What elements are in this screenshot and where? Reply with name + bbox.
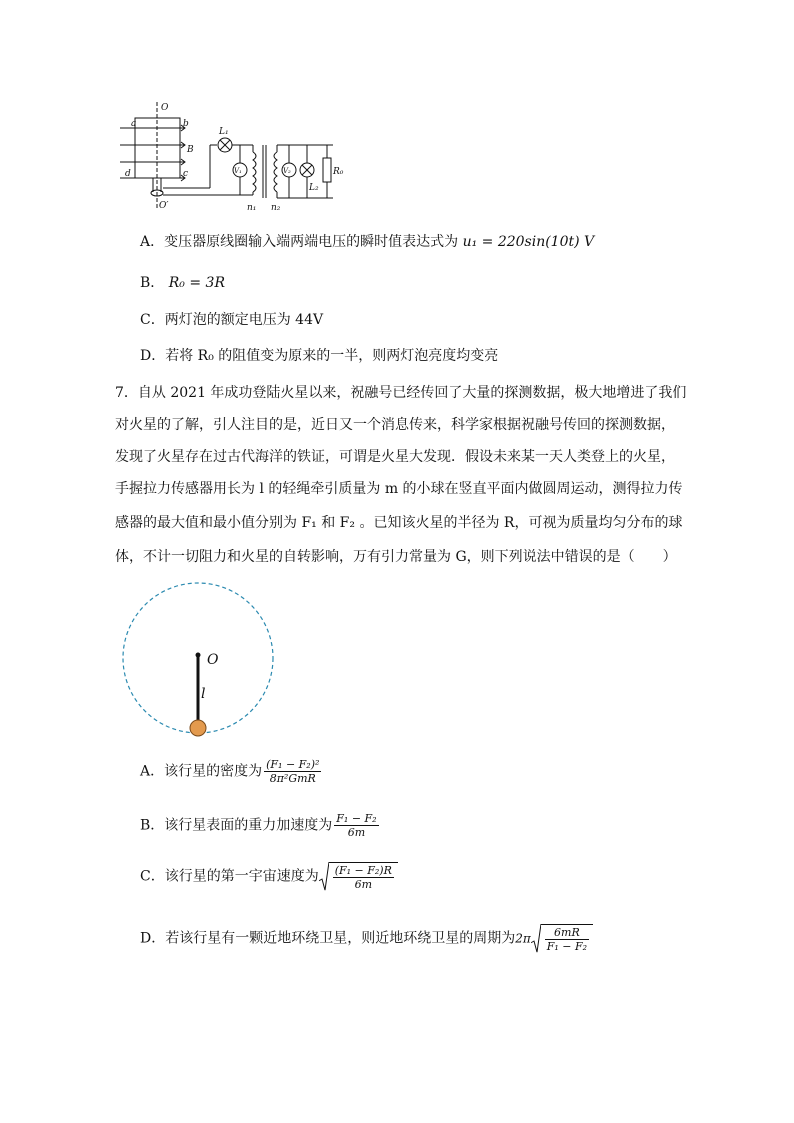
label-B: B bbox=[187, 145, 194, 155]
q7-option-c bbox=[140, 862, 398, 891]
q7-option-b bbox=[140, 812, 381, 839]
q6-option-a bbox=[140, 232, 594, 252]
q7-option-c-text: C．该行星的第一宇宙速度为 bbox=[140, 868, 319, 885]
q7-option-a bbox=[140, 758, 323, 785]
label-center-O: O bbox=[207, 652, 219, 668]
q7-option-a-denominator: 8π²GmR bbox=[269, 772, 316, 785]
q7-option-b-numerator: F₁ − F₂ bbox=[336, 812, 377, 825]
circular-motion-diagram bbox=[115, 580, 285, 740]
q7-stem-line-3: 发现了火星存在过古代海洋的铁证，可谓是火星大发现．假设未来某一天人类登上的火星， bbox=[115, 449, 675, 465]
label-d: d bbox=[125, 169, 131, 179]
label-L1: L₁ bbox=[219, 127, 229, 137]
q6-option-b-expr: R₀ = 3R bbox=[168, 275, 225, 291]
q7-option-a-text: A．该行星的密度为 bbox=[140, 763, 263, 780]
label-c: c bbox=[183, 169, 189, 179]
q7-option-b-fraction bbox=[334, 812, 378, 839]
q6-option-a-text: A．变压器原线圈输入端两端电压的瞬时值表达式为 bbox=[140, 234, 459, 250]
q7-option-c-numerator: (F₁ − F₂)R bbox=[334, 864, 392, 877]
q7-stem-line-5: 感器的最大值和最小值分别为 F₁ 和 F₂ 。已知该火星的半径为 R，可视为质量均匀分布的球 bbox=[115, 515, 683, 531]
q7-option-b-denominator: 6m bbox=[347, 826, 366, 839]
label-length-l: l bbox=[201, 686, 206, 702]
q7-stem-line-4: 手握拉力传感器用长为 l 的轻绳牵引质量为 m 的小球在竖直平面内做圆周运动，测得拉力传 bbox=[115, 481, 683, 497]
label-b: b bbox=[183, 119, 189, 129]
label-n1: n₁ bbox=[247, 203, 257, 213]
label-O-prime: O′ bbox=[159, 201, 169, 211]
q6-option-b bbox=[140, 273, 225, 293]
q7-option-d-numerator: 6mR bbox=[545, 926, 589, 940]
label-n2: n₂ bbox=[271, 203, 281, 213]
label-O: O bbox=[161, 103, 169, 113]
q7-option-d-prefix: 2π bbox=[515, 931, 531, 946]
radical-sign-icon bbox=[319, 862, 329, 891]
q7-stem-line-2: 对火星的了解，引人注目的是，近日又一个消息传来，科学家根据祝融号传回的探测数据， bbox=[115, 417, 675, 433]
q7-option-b-text: B．该行星表面的重力加速度为 bbox=[140, 817, 333, 834]
generator-transformer-diagram bbox=[115, 100, 355, 215]
label-V2: V₂ bbox=[283, 167, 291, 175]
q7-stem-line-1: 7．自从 2021 年成功登陆火星以来，祝融号已经传回了大量的探测数据，极大地增进了我们 bbox=[115, 385, 687, 401]
label-a: a bbox=[131, 119, 137, 129]
q7-option-d-denominator: F₁ − F₂ bbox=[546, 940, 588, 953]
label-R0: R₀ bbox=[333, 167, 344, 177]
q7-option-c-denominator: 6m bbox=[354, 878, 373, 891]
q6-option-c: C．两灯泡的额定电压为 44V bbox=[140, 312, 324, 328]
q6-option-d: D．若将 R₀ 的阻值变为原来的一半，则两灯泡亮度均变亮 bbox=[140, 348, 499, 364]
q6-option-b-prefix: B． bbox=[140, 275, 165, 291]
q7-option-d-sqrt bbox=[531, 924, 593, 953]
q7-option-a-fraction bbox=[264, 758, 321, 785]
radical-sign-icon bbox=[531, 924, 541, 953]
q7-option-d-text: D．若该行星有一颗近地环绕卫星，则近地环绕卫星的周期为 bbox=[140, 930, 516, 947]
q7-option-c-sqrt bbox=[319, 862, 398, 891]
label-L2: L₂ bbox=[309, 183, 319, 193]
q7-option-d-fraction bbox=[545, 926, 589, 953]
label-V1: V₁ bbox=[234, 167, 242, 175]
q6-option-a-expr: u₁ = 220sin(10t) V bbox=[462, 234, 595, 250]
q7-option-c-fraction bbox=[333, 864, 394, 891]
q7-option-d bbox=[140, 924, 593, 953]
q7-option-a-numerator: (F₁ − F₂)² bbox=[266, 758, 320, 771]
q7-stem-line-6: 体，不计一切阻力和火星的自转影响，万有引力常量为 G，则下列说法中错误的是（ ） bbox=[115, 549, 677, 565]
